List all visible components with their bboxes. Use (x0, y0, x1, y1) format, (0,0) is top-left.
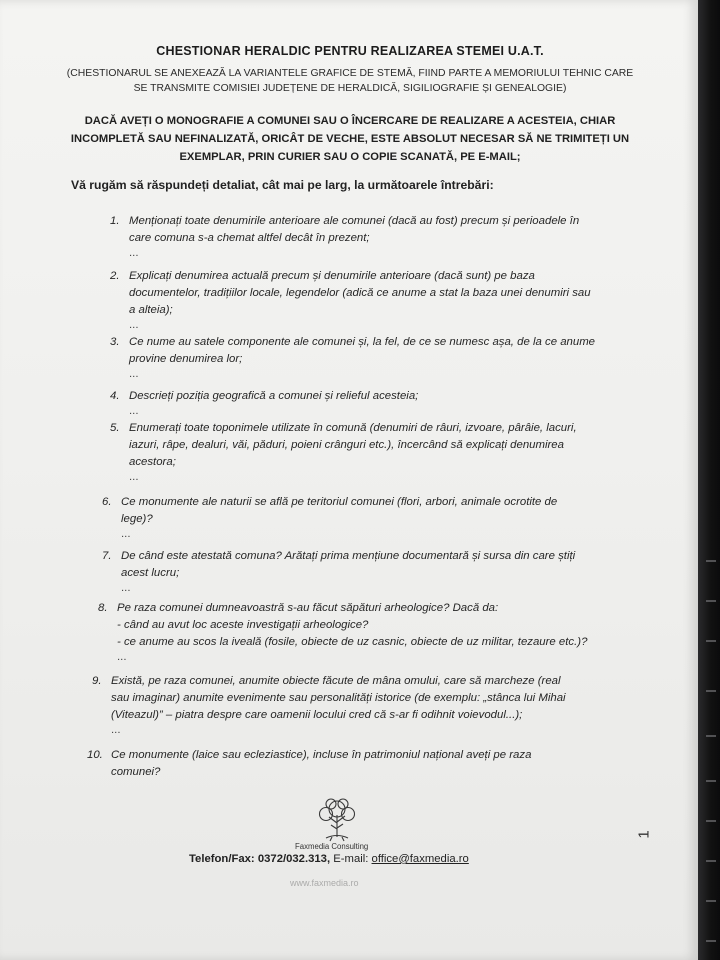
tree-icon (312, 795, 362, 843)
question-line: lege)? (121, 513, 153, 525)
question-line: care comuna s-a chemat altfel decât în prezent; (129, 232, 370, 244)
email-label: E-mail: (333, 853, 369, 865)
logo-caption: Faxmedia Consulting (295, 842, 369, 851)
question-number: 2. (110, 270, 120, 282)
answer-placeholder: ... (129, 368, 139, 380)
contact-footer (189, 853, 469, 865)
phone-label: Telefon/Fax: (189, 853, 255, 865)
answer-placeholder: ... (129, 247, 139, 259)
question-line: - când au avut loc aceste investigații arheologice? (117, 619, 369, 631)
question-number: 8. (98, 602, 108, 614)
document-title: CHESTIONAR HERALDIC PENTRU REALIZAREA STEMEI U.A.T. (156, 44, 544, 58)
question-number: 10. (87, 749, 103, 761)
notice-line: INCOMPLETĂ SAU NEFINALIZATĂ, ORICÂT DE VECHE, ESTE ABSOLUT NECESAR SĂ NE TRIMITEȚI UN (70, 133, 630, 145)
question-line: Ce monumente ale naturii se află pe teritoriul comunei (flori, arbori, animale ocrotite de (121, 496, 558, 508)
intro-text: Vă rugăm să răspundeți detaliat, cât mai pe larg, la următoarele întrebări: (71, 178, 494, 192)
question-7 (102, 548, 646, 595)
question-line: Pe raza comunei dumneavoastră s-au făcut săpături arheologice? Dacă da: (117, 602, 499, 614)
answer-placeholder: ... (129, 405, 139, 417)
notice-line: DACĂ AVEȚI O MONOGRAFIE A COMUNEI SAU O ÎNCERCARE DE REALIZARE A ACESTEIA, CHIAR (84, 115, 616, 127)
question-line: Descrieți poziția geografică a comunei și relieful acesteia; (129, 390, 419, 402)
question-5 (110, 420, 649, 484)
website-link[interactable]: www.faxmedia.ro (290, 878, 359, 886)
question-line: Enumerați toate toponimele utilizate în comună (denumiri de râuri, izvoare, pârâie, lacuri, (129, 422, 577, 434)
question-6 (102, 494, 646, 541)
question-line: iazuri, râpe, dealuri, văi, păduri, poieni crânguri etc.), încercând să explicați denumirea (129, 439, 564, 451)
answer-placeholder: ... (129, 319, 139, 331)
question-8 (98, 600, 647, 664)
question-1 (110, 213, 649, 260)
email-link[interactable]: office@faxmedia.ro (371, 853, 469, 865)
question-line: De când este atestată comuna? Arătați prima mențiune documentară și sursa din care știți (121, 550, 576, 562)
question-line: Ce nume au satele componente ale comunei și, la fel, de ce se numesc așa, de la ce anume (129, 336, 596, 348)
question-line: comunei? (111, 766, 161, 778)
question-line: Menționați toate denumirile anterioare ale comunei (dacă au fost) precum și perioadele în (129, 215, 580, 227)
question-2 (110, 268, 649, 332)
answer-placeholder: ... (111, 724, 121, 736)
question-line: provine denumirea lor; (129, 353, 243, 365)
question-line: a alteia); (129, 304, 173, 316)
phone-number: 0372/032.313, (257, 853, 331, 865)
question-line: sau imaginar) anumite evenimente sau personalități istorice (de exemplu: „stânca lui Mihai (111, 692, 566, 704)
question-number: 5. (110, 422, 120, 434)
document-subtitle (60, 66, 640, 96)
question-9 (92, 673, 651, 737)
answer-placeholder: ... (121, 582, 131, 594)
subtitle-line: (CHESTIONARUL SE ANEXEAZĂ LA VARIANTELE GRAFICE DE STEMĂ, FIIND PARTE A MEMORIULUI TEHNIC CARE (66, 68, 634, 79)
question-number: 9. (92, 675, 102, 687)
question-line: (Viteazul)” – piatra despre care oamenii locului cred că s-ar fi odihnit voievodul...); (111, 709, 523, 721)
question-line: - ce anume au scos la iveală (fosile, obiecte de uz casnic, obiecte de uz militar, tezaure etc.)? (117, 636, 588, 648)
question-line: Explicați denumirea actuală precum și denumirile anterioare (dacă sunt) pe baza (129, 270, 535, 282)
subtitle-line: SE TRANSMITE COMISIEI JUDEȚENE DE HERALDICĂ, SIGILIOGRAFIE ȘI GENEALOGIE) (133, 83, 567, 94)
answer-placeholder: ... (129, 471, 139, 483)
question-4 (110, 388, 649, 418)
question-number: 7. (102, 550, 112, 562)
desk-edge (698, 0, 720, 960)
question-line: Ce monumente (laice sau ecleziastice), incluse în patrimoniul național aveți pe raza (111, 749, 532, 761)
question-number: 4. (110, 390, 120, 402)
answer-placeholder: ... (117, 651, 127, 663)
question-number: 1. (110, 215, 120, 227)
answer-placeholder: ... (121, 528, 131, 540)
question-line: Există, pe raza comunei, anumite obiecte făcute de mâna omului, care să marcheze (real (111, 675, 561, 687)
notice-line: EXEMPLAR, PRIN CURIER SAU O COPIE SCANATĂ, PE E-MAIL; (179, 151, 521, 163)
question-line: acestora; (129, 456, 176, 468)
question-10 (87, 747, 651, 781)
question-number: 6. (102, 496, 112, 508)
question-line: acest lucru; (121, 567, 180, 579)
question-number: 3. (110, 336, 120, 348)
monograph-notice (60, 112, 640, 166)
question-line: documentelor, tradițiilor locale, legendelor (adică ce anume a stat la baza unei denumiri sau (129, 287, 591, 299)
page-number: 1 (635, 830, 653, 839)
question-3 (110, 334, 649, 381)
